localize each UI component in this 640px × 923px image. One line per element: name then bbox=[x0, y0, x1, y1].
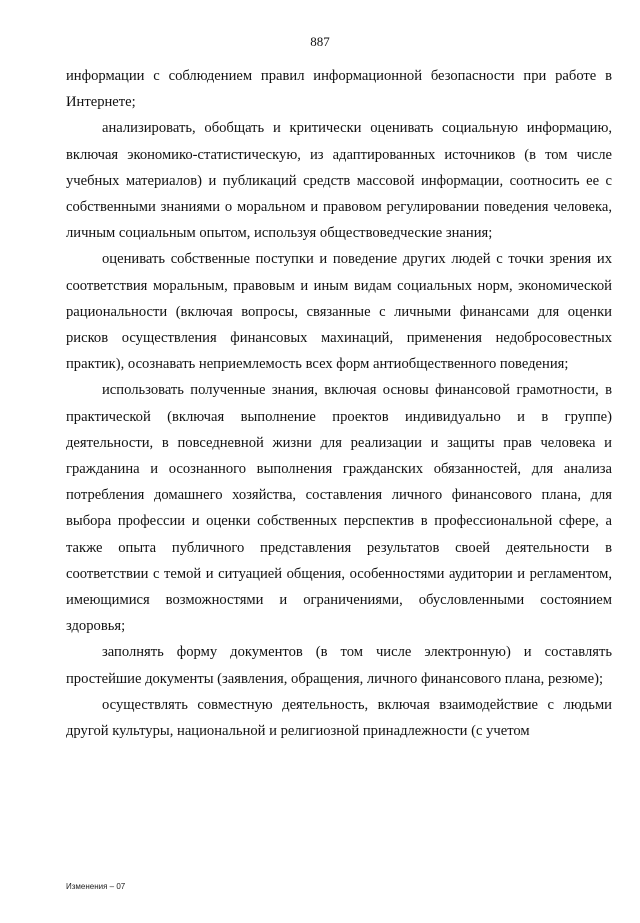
paragraph: информации с соблюдением правил информационной безопасности при работе в Интернете; bbox=[66, 68, 612, 111]
footer-revision-note: Изменения – 07 bbox=[66, 882, 126, 891]
document-body bbox=[66, 63, 612, 744]
paragraph: оценивать собственные поступки и поведение других людей с точки зрения их соответствия моральным, правовым и иным видам социальных норм, экономической рациональности (включая вопросы, связанные с личными финансами для оценки рисков осуществления финансовых махинаций, применения недобросовестных практик), осознавать неприемлемость всех форм антиобщественного поведения; bbox=[66, 251, 612, 373]
paragraph: анализировать, обобщать и критически оценивать социальную информацию, включая экономико-статистическую, из адаптированных источников (в том числе учебных материалов) и публикаций средств массовой информации, соотносить ее с собственными знаниями о моральном и правовом регулировании поведения человека, личным социальным опытом, используя обществоведческие знания; bbox=[66, 120, 612, 242]
paragraph: осуществлять совместную деятельность, включая взаимодействие с людьми другой культуры, национальной и религиозной принадлежности (с учетом bbox=[66, 696, 612, 740]
paragraph: использовать полученные знания, включая основы финансовой грамотности, в практической (включая выполнение проектов индивидуально и в группе) деятельности, в повседневной жизни для реализации и защиты прав человека и гражданина и осознанного выполнения гражданских обязанностей, для анализа потребления домашнего хозяйства, составления личного финансового плана, для выбора профессии и оценки собственных перспектив в профессиональной сфере, а также опыта публичного представления результатов своей деятельности в соответствии с темой и ситуацией общения, особенностями аудитории и регламентом, имеющимися возможностями и ограничениями, обусловленными состоянием здоровья; bbox=[66, 382, 612, 635]
paragraph: заполнять форму документов (в том числе электронную) и составлять простейшие документы (заявления, обращения, личного финансового плана, резюме); bbox=[66, 644, 612, 687]
page-number: 887 bbox=[310, 34, 330, 49]
